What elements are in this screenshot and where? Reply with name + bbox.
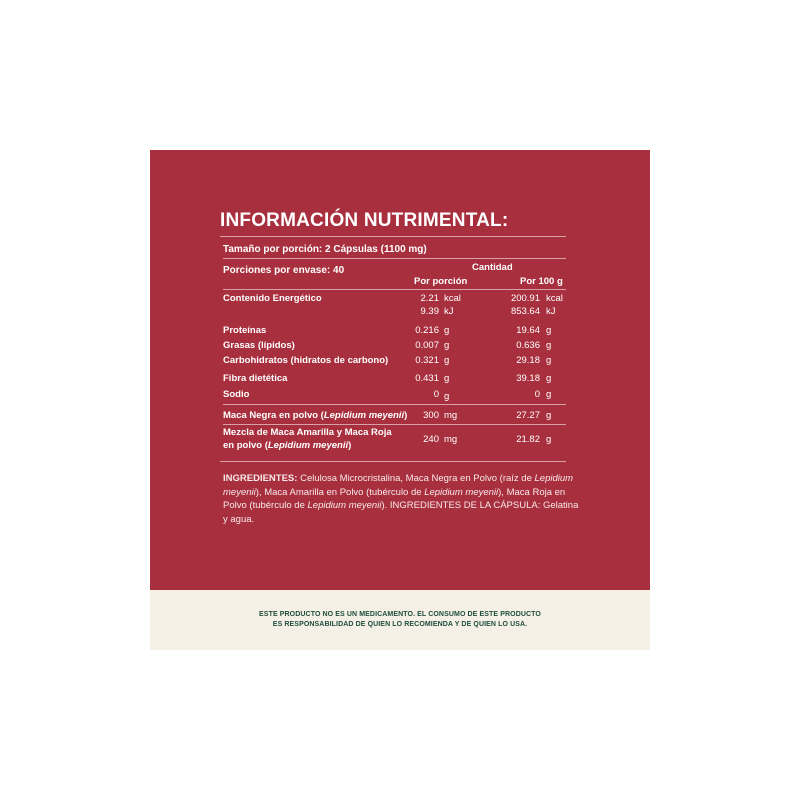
nutrient-label: Grasas (lípidos): [223, 340, 295, 351]
nutrient-portion: 0.007: [415, 340, 439, 351]
extract-label: Maca Negra en polvo (Lepidium meyenii): [223, 410, 408, 421]
divider: [220, 461, 566, 462]
column-header-100g: Por 100 g: [520, 276, 563, 287]
extract-label-line1: Mezcla de Maca Amarilla y Maca Roja: [223, 427, 392, 438]
extract-latin-name: Lepidium meyenii: [267, 440, 349, 451]
energy-100g-kcal-unit: kcal: [546, 293, 563, 304]
nutrient-100g: 19.64: [516, 325, 540, 336]
ingredients-part: Celulosa Microcristalina, Maca Negra en Polvo (raíz de: [297, 473, 535, 484]
nutrient-portion-unit: g: [444, 325, 450, 336]
servings-per-container: Porciones por envase: 40: [223, 265, 345, 276]
extract-latin-name: Lepidium meyenii: [323, 410, 405, 421]
nutrient-portion-unit: g: [444, 373, 450, 384]
ingredients-part: ). INGREDIENTES DE LA CÁPSULA: Gelatina y agua.: [223, 500, 579, 525]
nutrient-100g-unit: g: [546, 355, 552, 366]
nutrient-portion: 0.216: [415, 325, 439, 336]
nutrient-portion: 0.431: [415, 373, 439, 384]
ingredients-text: [223, 472, 583, 526]
page-title: INFORMACIÓN NUTRIMENTAL:: [220, 210, 509, 231]
nutrient-label: Sodio: [223, 389, 250, 400]
nutrient-label: Fibra dietética: [223, 373, 288, 384]
extract-name: en polvo: [223, 440, 263, 451]
disclaimer-footer: [150, 590, 650, 650]
energy-portion-kcal-unit: kcal: [444, 293, 461, 304]
ingredients-heading: INGREDIENTES:: [223, 473, 298, 484]
divider: [220, 236, 566, 237]
extract-100g: 27.27: [516, 410, 540, 421]
energy-100g-kj-unit: kJ: [546, 306, 556, 317]
extract-100g-unit: g: [546, 410, 552, 421]
nutrient-100g-unit: g: [546, 389, 552, 400]
extract-100g-unit: g: [546, 434, 552, 445]
nutrient-100g-unit: g: [546, 373, 552, 384]
disclaimer-line: ESTE PRODUCTO NO ES UN MEDICAMENTO. EL CONSUMO DE ESTE PRODUCTO: [259, 611, 541, 618]
nutrient-100g: 39.18: [516, 373, 540, 384]
nutrient-label: Proteínas: [223, 325, 267, 336]
nutrient-100g-unit: g: [546, 340, 552, 351]
divider: [223, 289, 566, 290]
column-header-portion: Por porción: [414, 276, 468, 287]
energy-portion-kj: 9.39: [420, 306, 439, 317]
nutrient-100g: 29.18: [516, 355, 540, 366]
energy-label: Contenido Energético: [223, 293, 322, 304]
nutrient-portion-unit: g: [444, 355, 450, 366]
nutrient-portion-unit: g: [444, 340, 450, 351]
nutrient-100g: 0: [534, 389, 540, 400]
nutrient-100g-unit: g: [546, 325, 552, 336]
extract-label-line2: en polvo (Lepidium meyenii): [223, 440, 352, 451]
extract-portion-unit: mg: [444, 410, 458, 421]
ingredients-part: ), Maca Roja en Polvo (tubérculo de: [223, 486, 566, 511]
ingredients-part: ), Maca Amarilla en Polvo (tubérculo de: [255, 486, 425, 498]
extract-name: Maca Negra en polvo: [223, 410, 319, 421]
extract-portion-unit: mg: [444, 434, 458, 445]
divider: [223, 404, 566, 405]
energy-100g-kj: 853.64: [510, 306, 540, 317]
extract-100g: 21.82: [516, 434, 540, 445]
extract-portion: 240: [423, 434, 439, 445]
divider: [223, 424, 566, 425]
nutrient-portion-unit: g: [444, 391, 450, 402]
energy-portion-kj-unit: kJ: [444, 306, 454, 317]
extract-portion: 300: [423, 410, 439, 421]
nutrient-100g: 0.636: [516, 340, 540, 351]
ingredients-latin-name: Lepidium meyenii: [307, 500, 382, 511]
disclaimer-line: ES RESPONSABILIDAD DE QUIEN LO RECOMIENDA Y DE QUIEN LO USA.: [272, 621, 528, 628]
serving-size: Tamaño por porción: 2 Cápsulas (1100 mg): [223, 244, 427, 255]
nutrient-label: Carbohidratos (hidratos de carbono): [223, 355, 389, 366]
nutrient-portion: 0: [433, 389, 439, 400]
divider: [223, 258, 566, 259]
nutrient-portion: 0.321: [415, 355, 439, 366]
ingredients-latin-name: Lepidium meyenii: [424, 486, 499, 498]
ingredients-latin-name: Lepidium meyenii: [223, 473, 574, 498]
energy-100g-kcal: 200.91: [510, 293, 540, 304]
column-group-header: Cantidad: [472, 262, 513, 273]
energy-portion-kcal: 2.21: [420, 293, 439, 304]
